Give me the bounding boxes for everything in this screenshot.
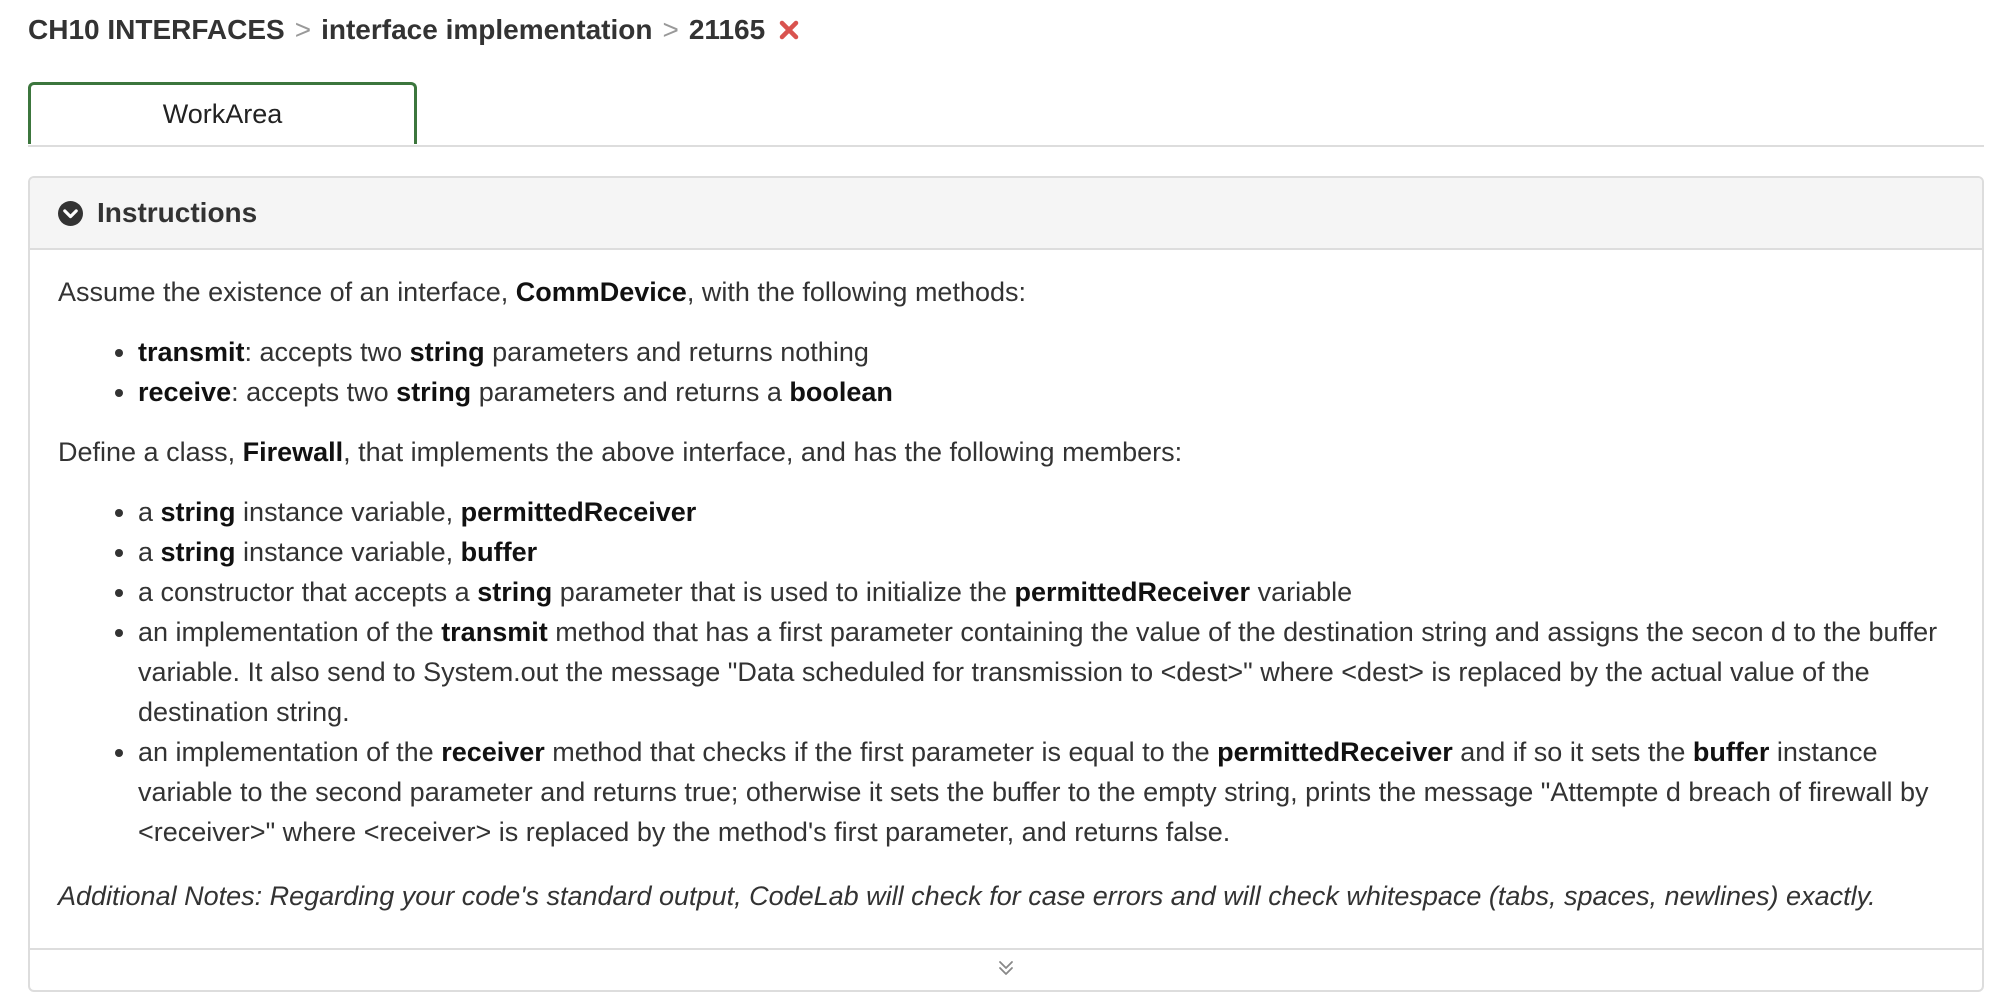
text: , with the following methods:: [686, 277, 1027, 307]
define-paragraph: [58, 432, 1954, 472]
text: instance variable,: [235, 497, 461, 527]
text: parameter that is used to initialize the: [552, 577, 1015, 607]
method-name: transmit: [138, 337, 245, 367]
list-item: [138, 372, 1954, 412]
breadcrumb: [28, 14, 799, 46]
variable-name: permittedReceiver: [460, 497, 697, 527]
text: an implementation of the: [138, 737, 442, 767]
text: a constructor that accepts a: [138, 577, 478, 607]
close-icon[interactable]: [779, 20, 799, 40]
text: parameters and returns a: [471, 377, 790, 407]
method-name: transmit: [441, 617, 548, 647]
text: a: [138, 497, 161, 527]
type-name: string: [477, 577, 553, 607]
breadcrumb-separator: >: [294, 14, 312, 45]
text: variable: [1250, 577, 1353, 607]
breadcrumb-separator: >: [662, 14, 679, 45]
method-name: receiver: [441, 737, 545, 767]
chevron-circle-down-icon: [58, 201, 83, 226]
text: an implementation of the: [138, 617, 442, 647]
text: instance variable,: [235, 537, 461, 567]
list-item: [138, 732, 1954, 852]
type-name: boolean: [789, 377, 893, 407]
members-list: [58, 492, 1954, 852]
text: a: [138, 537, 161, 567]
text: method that checks if the first parameter is equal to the: [544, 737, 1218, 767]
text: : accepts two: [231, 377, 397, 407]
instructions-body: [30, 250, 1982, 916]
additional-notes: Additional Notes: Regarding your code's standard output, CodeLab will check for case errors and will check whitespace (tabs, spaces, newlines) exactly.: [58, 881, 1876, 911]
type-name: string: [396, 377, 472, 407]
text: : accepts two: [244, 337, 410, 367]
text: method that has a first parameter containing the value of the destination string and assigns the secon d to the buffer variable. It also send to System.out the message "Data scheduled for transmission to <dest>" where <dest> is replaced by the actual value of the destination string.: [138, 617, 1938, 727]
instructions-header[interactable]: [30, 178, 1982, 250]
text: instance variable to the second parameter and returns true; otherwise it sets the buffer to the empty string, prints the message "Attempte d breach of firewall by <receiver>" where <receiver> is replaced by the method's first parameter, and returns false.: [138, 737, 1929, 847]
methods-list: [58, 332, 1954, 412]
list-item: [138, 332, 1954, 372]
double-chevron-down-icon: [997, 959, 1015, 982]
type-name: string: [409, 337, 485, 367]
list-item: [138, 572, 1954, 612]
breadcrumb-section[interactable]: interface implementation: [321, 14, 653, 45]
list-item: [138, 492, 1954, 532]
variable-name: permittedReceiver: [1217, 737, 1453, 767]
text: Assume the existence of an interface,: [58, 277, 516, 307]
method-name: receive: [138, 377, 232, 407]
variable-name: buffer: [1692, 737, 1770, 767]
breadcrumb-chapter[interactable]: CH10 INTERFACES: [28, 14, 285, 45]
text: Define a class,: [58, 437, 243, 467]
tab-workarea[interactable]: WorkArea: [28, 82, 417, 144]
class-name: Firewall: [242, 437, 344, 467]
text: parameters and returns nothing: [484, 337, 869, 367]
variable-name: buffer: [460, 537, 538, 567]
type-name: string: [160, 537, 236, 567]
text: , that implements the above interface, and has the following members:: [343, 437, 1183, 467]
type-name: string: [160, 497, 236, 527]
expand-toggle[interactable]: [30, 948, 1982, 990]
list-item: [138, 612, 1954, 732]
breadcrumb-exercise-id: 21165: [688, 14, 766, 45]
tab-bar: [28, 82, 1984, 147]
list-item: [138, 532, 1954, 572]
text: and if so it sets the: [1452, 737, 1693, 767]
interface-name: CommDevice: [515, 277, 687, 307]
instructions-panel: [28, 176, 1984, 992]
instructions-title: Instructions: [97, 197, 258, 228]
variable-name: permittedReceiver: [1014, 577, 1251, 607]
intro-paragraph: [58, 272, 1954, 312]
